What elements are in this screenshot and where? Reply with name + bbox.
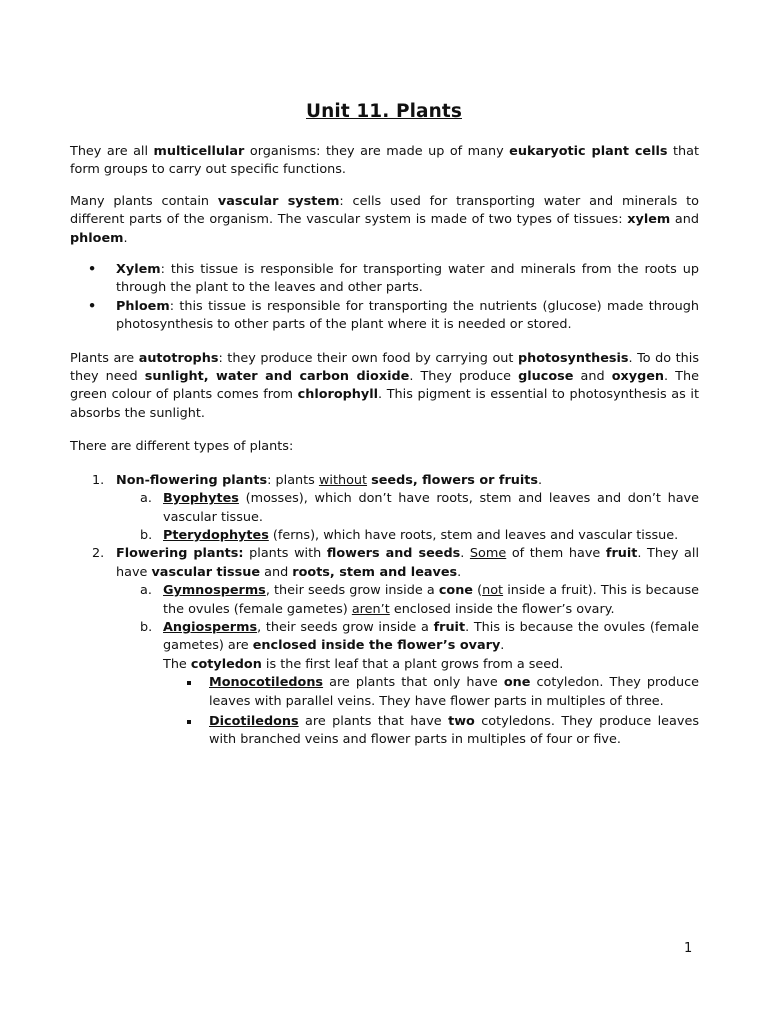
list-letter: a. xyxy=(140,583,152,599)
list-item-angiosperms: b. Angiosperms, their seeds grow inside a fruit. This is because the ovules (female gametes) are enclosed inside the flower’s ovary. xyxy=(140,619,700,654)
square-bullet-icon xyxy=(187,720,191,724)
bullet-marker: • xyxy=(88,298,97,314)
list-letter: a. xyxy=(140,491,152,507)
cotyledon-note: The cotyledon is the first leaf that a plant grows from a seed. xyxy=(163,656,564,672)
list-item-monocotiledons: Monocotiledons are plants that only have one cotyledon. They produce leaves with parallel veins. They have flower parts in multiples of three. xyxy=(70,674,699,711)
list-item-phloem: • Phloem: this tissue is responsible for transporting the nutrients (glucose) made through photosynthesis to other parts of the plant where it is needed or stored. xyxy=(88,298,699,333)
tissue-list xyxy=(70,261,699,335)
vascular-paragraph: Many plants contain vascular system: cells used for transporting water and minerals to different parts of the organism. The vascular system is made of two types of tissues: xylem and phloem. xyxy=(70,193,699,246)
list-number: 2. xyxy=(92,546,105,562)
autotrophs-paragraph: Plants are autotrophs: they produce their own food by carrying out photosynthesis. To do this they need sunlight, water and carbon dioxide. They produce glucose and oxygen. The green colour of plants comes from chlorophyll. This pigment is essential to photosynthesis as it absorbs the sunlight. xyxy=(70,350,700,421)
page-number: 1 xyxy=(684,941,693,956)
list-number: 1. xyxy=(92,472,105,488)
list-item-non-flowering: 1. Non-flowering plants: plants without seeds, flowers or fruits. xyxy=(70,472,699,490)
bullet-marker: • xyxy=(88,262,97,278)
document-body xyxy=(70,143,699,750)
page-title: Unit 11. Plants xyxy=(306,101,462,122)
list-item-pterydophytes: b. Pterydophytes (ferns), which have roots, stem and leaves and vascular tissue. xyxy=(70,527,699,545)
plant-types-list xyxy=(70,472,699,750)
list-letter: b. xyxy=(140,527,153,543)
list-item-dicotiledons: Dicotiledons are plants that have two cotyledons. They produce leaves with branched veins and flower parts in multiples of four or five. xyxy=(70,713,699,750)
intro-paragraph: They are all multicellular organisms: they are made up of many eukaryotic plant cells that form groups to carry out specific functions. xyxy=(70,144,699,178)
list-item-byophytes: a. Byophytes (mosses), which don’t have roots, stem and leaves and don’t have vascular tissue. xyxy=(140,491,699,525)
list-letter: b. xyxy=(140,619,153,635)
types-intro: There are different types of plants: xyxy=(70,439,294,455)
list-item-gymnosperms: a. Gymnosperms, their seeds grow inside a cone (not inside a fruit). This is because the ovules (female gametes) aren’t enclosed inside the flower’s ovary. xyxy=(140,583,699,617)
square-bullet-icon xyxy=(187,681,191,685)
list-item-flowering: 2. Flowering plants: plants with flowers and seeds. Some of them have fruit. They all have vascular tissue and roots, stem and leaves. xyxy=(92,546,699,580)
list-item-xylem: • Xylem: this tissue is responsible for transporting water and minerals from the roots up through the plant to the leaves and other parts. xyxy=(88,262,699,296)
